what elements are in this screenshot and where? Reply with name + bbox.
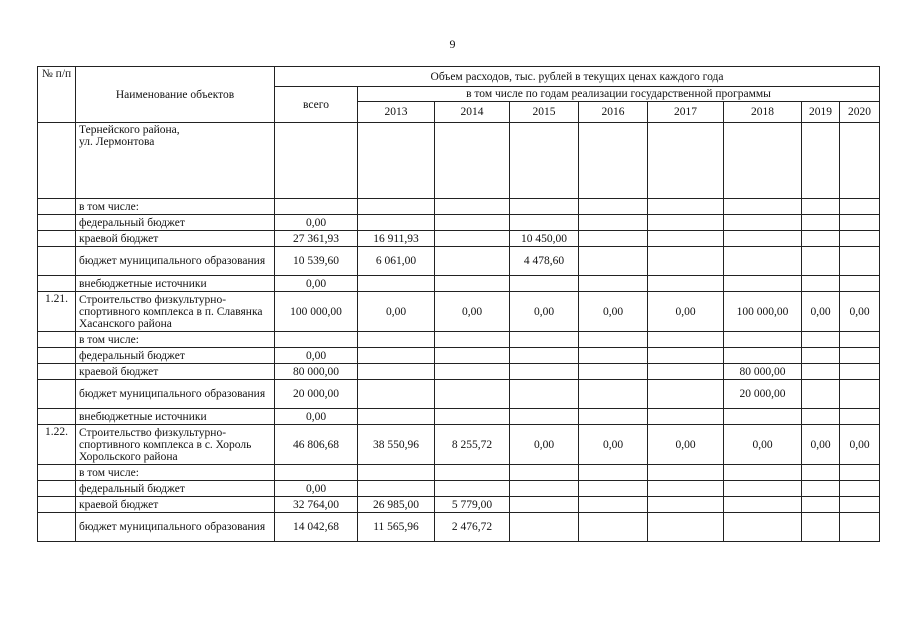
header-year: 2020 bbox=[840, 102, 880, 123]
value-year: 0,00 bbox=[840, 425, 880, 465]
value-year: 0,00 bbox=[358, 292, 435, 332]
value-year bbox=[579, 276, 648, 292]
row-number bbox=[38, 123, 76, 199]
value-year bbox=[435, 231, 510, 247]
table-row bbox=[38, 364, 880, 380]
object-name: Строительство физкультурно-спортивного комплекса в с. Хороль Хорольского района bbox=[76, 425, 275, 465]
value-year: 0,00 bbox=[840, 292, 880, 332]
value-total bbox=[275, 199, 358, 215]
value-total: 0,00 bbox=[275, 215, 358, 231]
value-year bbox=[724, 231, 802, 247]
value-year: 16 911,93 bbox=[358, 231, 435, 247]
value-year bbox=[435, 215, 510, 231]
value-total: 20 000,00 bbox=[275, 380, 358, 409]
header-year: 2016 bbox=[579, 102, 648, 123]
value-year bbox=[358, 364, 435, 380]
value-year bbox=[840, 215, 880, 231]
value-year: 0,00 bbox=[579, 292, 648, 332]
table-row bbox=[38, 292, 880, 332]
value-year bbox=[840, 348, 880, 364]
value-year: 38 550,96 bbox=[358, 425, 435, 465]
value-year bbox=[802, 513, 840, 542]
value-year bbox=[435, 481, 510, 497]
table-row bbox=[38, 497, 880, 513]
value-year bbox=[648, 215, 724, 231]
value-year bbox=[358, 409, 435, 425]
table-row bbox=[38, 348, 880, 364]
value-year bbox=[579, 199, 648, 215]
value-year bbox=[648, 348, 724, 364]
page-number: 9 bbox=[449, 37, 456, 51]
value-total: 10 539,60 bbox=[275, 247, 358, 276]
value-year bbox=[435, 348, 510, 364]
value-year bbox=[648, 513, 724, 542]
table-row bbox=[38, 513, 880, 542]
value-year bbox=[510, 380, 579, 409]
value-year bbox=[802, 247, 840, 276]
table-row bbox=[38, 215, 880, 231]
value-year bbox=[358, 276, 435, 292]
row-number bbox=[38, 247, 76, 276]
value-year bbox=[579, 465, 648, 481]
value-year bbox=[802, 348, 840, 364]
object-name: краевой бюджет bbox=[76, 497, 275, 513]
value-year bbox=[802, 481, 840, 497]
value-year bbox=[802, 364, 840, 380]
object-name: внебюджетные источники bbox=[76, 276, 275, 292]
value-year: 11 565,96 bbox=[358, 513, 435, 542]
value-year: 20 000,00 bbox=[724, 380, 802, 409]
table-row bbox=[38, 247, 880, 276]
row-number bbox=[38, 409, 76, 425]
object-name: бюджет муниципального образования bbox=[76, 247, 275, 276]
value-year bbox=[579, 409, 648, 425]
value-year: 100 000,00 bbox=[724, 292, 802, 332]
value-total bbox=[275, 123, 358, 199]
row-number bbox=[38, 364, 76, 380]
expenditure-table bbox=[37, 66, 880, 542]
table-row bbox=[38, 332, 880, 348]
object-name: краевой бюджет bbox=[76, 231, 275, 247]
value-total: 0,00 bbox=[275, 276, 358, 292]
row-number bbox=[38, 199, 76, 215]
header-year: 2019 bbox=[802, 102, 840, 123]
value-year bbox=[435, 465, 510, 481]
row-number bbox=[38, 276, 76, 292]
row-number bbox=[38, 215, 76, 231]
table-row bbox=[38, 380, 880, 409]
value-year bbox=[648, 276, 724, 292]
value-year bbox=[802, 332, 840, 348]
value-year bbox=[358, 332, 435, 348]
value-year: 5 779,00 bbox=[435, 497, 510, 513]
value-year bbox=[724, 332, 802, 348]
table-row bbox=[38, 123, 880, 199]
value-year: 10 450,00 bbox=[510, 231, 579, 247]
value-year bbox=[435, 199, 510, 215]
value-year bbox=[724, 465, 802, 481]
row-number bbox=[38, 231, 76, 247]
value-year: 0,00 bbox=[510, 425, 579, 465]
value-year bbox=[724, 348, 802, 364]
value-year bbox=[579, 247, 648, 276]
value-year bbox=[840, 199, 880, 215]
value-total: 100 000,00 bbox=[275, 292, 358, 332]
value-year bbox=[510, 215, 579, 231]
value-year bbox=[358, 215, 435, 231]
value-total: 27 361,93 bbox=[275, 231, 358, 247]
value-year bbox=[648, 231, 724, 247]
value-year bbox=[579, 497, 648, 513]
value-year bbox=[579, 513, 648, 542]
value-year bbox=[648, 481, 724, 497]
value-year: 26 985,00 bbox=[358, 497, 435, 513]
header-year: 2014 bbox=[435, 102, 510, 123]
value-year: 0,00 bbox=[510, 292, 579, 332]
object-name: краевой бюджет bbox=[76, 364, 275, 380]
header-year: 2017 bbox=[648, 102, 724, 123]
table-row bbox=[38, 199, 880, 215]
value-year: 2 476,72 bbox=[435, 513, 510, 542]
object-name: федеральный бюджет bbox=[76, 348, 275, 364]
header-year: 2018 bbox=[724, 102, 802, 123]
value-year bbox=[724, 481, 802, 497]
value-year: 0,00 bbox=[724, 425, 802, 465]
value-year bbox=[802, 380, 840, 409]
value-year bbox=[802, 199, 840, 215]
object-name: Тернейского района, ул. Лермонтова bbox=[76, 123, 275, 199]
value-year bbox=[724, 123, 802, 199]
value-year bbox=[358, 481, 435, 497]
value-year bbox=[358, 348, 435, 364]
value-total: 0,00 bbox=[275, 409, 358, 425]
row-number bbox=[38, 332, 76, 348]
header-name: Наименование объектов bbox=[76, 67, 275, 123]
value-total: 0,00 bbox=[275, 348, 358, 364]
value-total bbox=[275, 332, 358, 348]
value-year bbox=[802, 276, 840, 292]
value-year bbox=[648, 247, 724, 276]
value-year bbox=[724, 276, 802, 292]
value-total: 32 764,00 bbox=[275, 497, 358, 513]
value-year bbox=[510, 409, 579, 425]
value-year bbox=[510, 199, 579, 215]
value-year bbox=[358, 465, 435, 481]
object-name: в том числе: bbox=[76, 465, 275, 481]
value-year bbox=[579, 481, 648, 497]
value-year bbox=[802, 465, 840, 481]
value-year bbox=[840, 332, 880, 348]
row-number bbox=[38, 348, 76, 364]
object-name: федеральный бюджет bbox=[76, 215, 275, 231]
value-year bbox=[579, 332, 648, 348]
value-year bbox=[579, 364, 648, 380]
value-year bbox=[579, 348, 648, 364]
value-year bbox=[435, 332, 510, 348]
value-year: 4 478,60 bbox=[510, 247, 579, 276]
value-year: 0,00 bbox=[802, 425, 840, 465]
object-name: в том числе: bbox=[76, 199, 275, 215]
value-year bbox=[840, 247, 880, 276]
value-year bbox=[510, 364, 579, 380]
value-year bbox=[840, 380, 880, 409]
row-number bbox=[38, 481, 76, 497]
value-year bbox=[510, 332, 579, 348]
value-year bbox=[724, 409, 802, 425]
value-total: 14 042,68 bbox=[275, 513, 358, 542]
value-year bbox=[648, 380, 724, 409]
value-year bbox=[840, 481, 880, 497]
value-year bbox=[510, 497, 579, 513]
object-name: федеральный бюджет bbox=[76, 481, 275, 497]
table-row bbox=[38, 409, 880, 425]
value-year bbox=[840, 364, 880, 380]
value-year bbox=[840, 231, 880, 247]
value-year bbox=[840, 465, 880, 481]
value-year bbox=[840, 409, 880, 425]
object-name: бюджет муниципального образования bbox=[76, 513, 275, 542]
value-year bbox=[802, 409, 840, 425]
value-total bbox=[275, 465, 358, 481]
value-year: 0,00 bbox=[579, 425, 648, 465]
value-year bbox=[840, 497, 880, 513]
header-volume: Объем расходов, тыс. рублей в текущих ценах каждого года bbox=[275, 67, 880, 87]
row-number bbox=[38, 465, 76, 481]
header-total: всего bbox=[275, 87, 358, 123]
value-year bbox=[840, 276, 880, 292]
value-year bbox=[358, 199, 435, 215]
value-year bbox=[802, 215, 840, 231]
value-year bbox=[435, 247, 510, 276]
row-number: 1.21. bbox=[38, 292, 76, 332]
value-year bbox=[435, 123, 510, 199]
value-year bbox=[510, 481, 579, 497]
row-number bbox=[38, 513, 76, 542]
table-body bbox=[38, 123, 880, 542]
value-year: 8 255,72 bbox=[435, 425, 510, 465]
value-year bbox=[802, 497, 840, 513]
value-year: 6 061,00 bbox=[358, 247, 435, 276]
object-name: бюджет муниципального образования bbox=[76, 380, 275, 409]
object-name: в том числе: bbox=[76, 332, 275, 348]
value-total: 80 000,00 bbox=[275, 364, 358, 380]
value-year bbox=[435, 380, 510, 409]
value-year bbox=[510, 348, 579, 364]
value-year bbox=[358, 380, 435, 409]
value-year bbox=[648, 123, 724, 199]
value-year bbox=[435, 276, 510, 292]
value-year bbox=[648, 332, 724, 348]
value-year: 0,00 bbox=[648, 425, 724, 465]
value-year bbox=[435, 409, 510, 425]
value-year bbox=[510, 276, 579, 292]
table-header bbox=[38, 67, 880, 123]
value-year bbox=[435, 364, 510, 380]
header-year: 2013 bbox=[358, 102, 435, 123]
value-total: 46 806,68 bbox=[275, 425, 358, 465]
value-year bbox=[724, 199, 802, 215]
value-year bbox=[840, 123, 880, 199]
value-total: 0,00 bbox=[275, 481, 358, 497]
table-row bbox=[38, 276, 880, 292]
value-year bbox=[724, 215, 802, 231]
row-number bbox=[38, 497, 76, 513]
value-year bbox=[579, 231, 648, 247]
header-by-years: в том числе по годам реализации государственной программы bbox=[358, 87, 880, 102]
value-year bbox=[510, 513, 579, 542]
object-name: внебюджетные источники bbox=[76, 409, 275, 425]
value-year bbox=[510, 123, 579, 199]
value-year bbox=[510, 465, 579, 481]
value-year: 0,00 bbox=[648, 292, 724, 332]
row-number: 1.22. bbox=[38, 425, 76, 465]
value-year bbox=[724, 247, 802, 276]
header-year: 2015 bbox=[510, 102, 579, 123]
value-year bbox=[648, 465, 724, 481]
value-year: 0,00 bbox=[435, 292, 510, 332]
table-row bbox=[38, 465, 880, 481]
value-year bbox=[579, 380, 648, 409]
value-year bbox=[648, 199, 724, 215]
table-row bbox=[38, 231, 880, 247]
value-year bbox=[358, 123, 435, 199]
value-year bbox=[724, 513, 802, 542]
value-year: 80 000,00 bbox=[724, 364, 802, 380]
value-year: 0,00 bbox=[802, 292, 840, 332]
value-year bbox=[648, 364, 724, 380]
value-year bbox=[724, 497, 802, 513]
value-year bbox=[802, 123, 840, 199]
object-name: Строительство физкультурно-спортивного комплекса в п. Славянка Хасанского района bbox=[76, 292, 275, 332]
value-year bbox=[840, 513, 880, 542]
table-row bbox=[38, 481, 880, 497]
row-number bbox=[38, 380, 76, 409]
value-year bbox=[648, 409, 724, 425]
value-year bbox=[579, 215, 648, 231]
table-row bbox=[38, 425, 880, 465]
value-year bbox=[579, 123, 648, 199]
value-year bbox=[802, 231, 840, 247]
value-year bbox=[648, 497, 724, 513]
header-num: № п/п bbox=[38, 67, 76, 123]
